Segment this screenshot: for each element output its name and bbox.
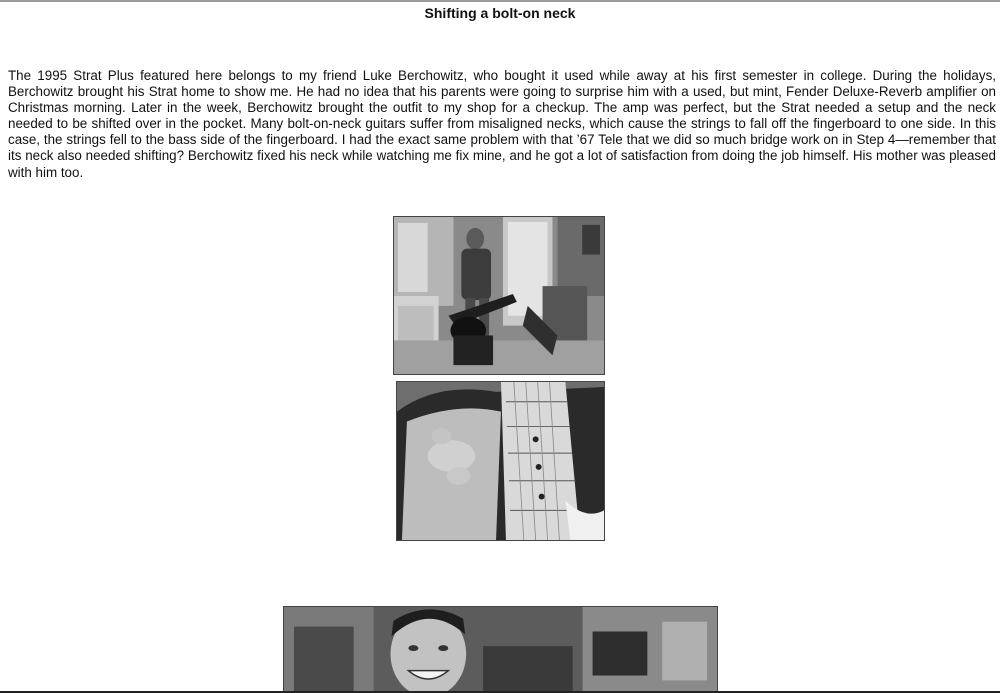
photo-man-in-shop-with-guitar [393,216,605,375]
document-title: Shifting a bolt-on neck [424,5,576,21]
top-border [0,0,1000,2]
article-paragraph: The 1995 Strat Plus featured here belongs to my friend Luke Berchowitz, who bought it used while away at his first semester in college. During the holidays, Berchowitz brought his Strat home to show me. He had no idea that his parents were going to surprise him with a used, but mint, Fender Deluxe-Reverb amplifier on Christmas morning. Later in the week, Berchowitz brought the outfit to my shop for a checkup. The amp was perfect, but the Strat needed a setup and the neck needed to be shifted over in the pocket. Many bolt-on-neck guitars suffer from misaligned necks, which cause the strings to fall off the fingerboard to one side. In this case, the strings fell to the bass side of the fingerboard. I had the exact same problem with that ’67 Tele that we did so much bridge work on in Step 4—remember that its neck also needed shifting? Berchowitz fixed his neck while watching me fix mine, and he got a lot of satisfaction from doing the job himself. His mother was pleased with him too. [8,68,996,180]
photo-guitar-neck-closeup [396,381,605,541]
photo-smiling-man [283,606,718,693]
